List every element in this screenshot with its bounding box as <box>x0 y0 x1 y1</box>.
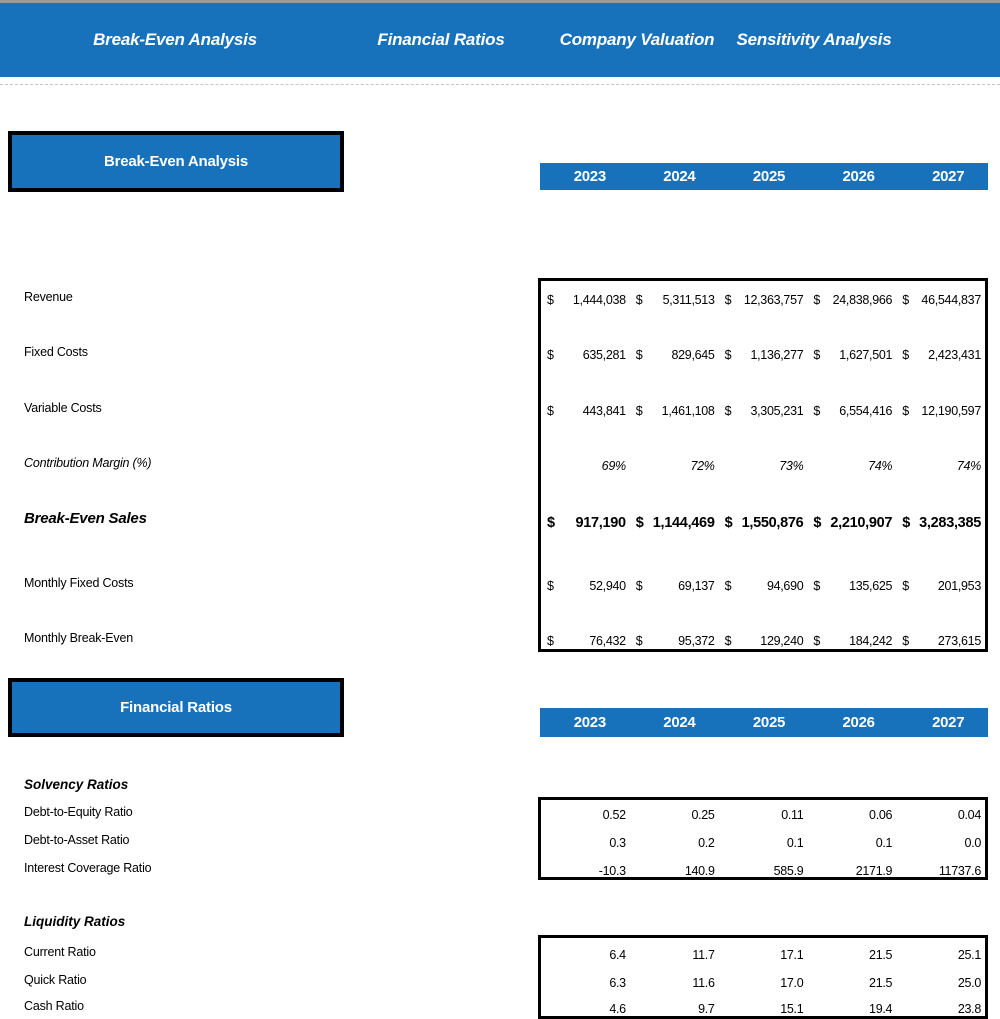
cell-value: 0.06 <box>869 808 893 822</box>
row-label-monthly-fixed-costs[interactable]: Monthly Fixed Costs <box>24 576 134 590</box>
cell-value: 23.8 <box>957 1002 981 1016</box>
year-header-row <box>540 708 988 737</box>
cell-value: 140.9 <box>684 864 715 878</box>
cell-value: 69,137 <box>678 579 715 593</box>
spreadsheet-cell[interactable] <box>630 456 719 476</box>
spreadsheet-cell[interactable] <box>807 861 896 881</box>
spreadsheet-cell[interactable] <box>630 290 719 310</box>
cell-value: 0.04 <box>957 808 981 822</box>
spreadsheet-cell[interactable] <box>896 576 985 596</box>
table-row-cash-ratio <box>541 999 985 1019</box>
nav-tab-sensitivity-analysis[interactable]: Sensitivity Analysis <box>736 30 892 49</box>
currency-symbol: $ <box>902 293 909 307</box>
cell-value: 11.7 <box>692 948 715 962</box>
nav-tab-financial-ratios[interactable]: Financial Ratios <box>377 30 505 49</box>
cell-value: 3,283,385 <box>919 515 981 531</box>
cell-value: 917,190 <box>575 515 626 531</box>
cell-value: 6,554,416 <box>839 404 893 418</box>
cell-value: 19.4 <box>869 1002 893 1016</box>
spreadsheet-cell[interactable] <box>541 631 630 651</box>
currency-symbol: $ <box>635 293 643 307</box>
currency-symbol: $ <box>813 634 821 648</box>
year-header-cell[interactable]: 2024 <box>663 168 696 185</box>
year-header-cell[interactable]: 2025 <box>752 714 786 731</box>
cell-value: 184,242 <box>849 634 893 648</box>
spreadsheet-cell[interactable] <box>630 999 719 1019</box>
cell-value: 6.4 <box>609 948 626 962</box>
cell-value: 0.1 <box>875 836 893 850</box>
spreadsheet-cell[interactable] <box>541 805 630 825</box>
currency-symbol: $ <box>547 579 554 593</box>
row-label-interest-coverage[interactable]: Interest Coverage Ratio <box>24 861 152 875</box>
cell-value: 46,544,837 <box>921 293 981 307</box>
spreadsheet-cell[interactable] <box>807 576 896 596</box>
year-header-cell[interactable]: 2026 <box>842 168 875 185</box>
cell-value: 0.3 <box>609 836 626 850</box>
spreadsheet-cell[interactable] <box>896 345 985 365</box>
year-header-cell[interactable]: 2024 <box>663 714 696 731</box>
spreadsheet-cell[interactable] <box>896 631 985 651</box>
spreadsheet-cell[interactable] <box>630 945 719 965</box>
currency-symbol: $ <box>635 404 643 418</box>
currency-symbol: $ <box>547 404 554 418</box>
cell-value: 585.9 <box>773 864 804 878</box>
spreadsheet-cell[interactable] <box>719 401 808 421</box>
table-row-debt-to-equity <box>541 805 985 825</box>
currency-symbol: $ <box>724 579 732 593</box>
cell-value: 1,550,876 <box>741 515 804 531</box>
nav-bar <box>0 3 1000 77</box>
section-button-financial-ratios[interactable]: Financial Ratios <box>8 678 344 737</box>
cell-value: 201,953 <box>937 579 981 593</box>
cell-value: 9.7 <box>698 1002 715 1016</box>
section-button-break-even-analysis[interactable]: Break-Even Analysis <box>8 131 344 192</box>
cell-value: 1,627,501 <box>839 348 893 362</box>
cell-value: 94,690 <box>766 579 804 593</box>
cell-value: 17.0 <box>780 976 804 990</box>
spreadsheet-cell[interactable] <box>719 805 808 825</box>
spreadsheet-cell[interactable] <box>896 861 985 881</box>
spreadsheet-cell[interactable] <box>719 290 808 310</box>
spreadsheet-cell[interactable] <box>807 945 896 965</box>
row-label-monthly-break-even[interactable]: Monthly Break-Even <box>24 631 133 645</box>
spreadsheet-cell[interactable] <box>807 345 896 365</box>
currency-symbol: $ <box>547 515 555 531</box>
cell-value: 2,210,907 <box>830 515 893 531</box>
group-heading-liquidity-ratios[interactable]: Liquidity Ratios <box>24 914 126 929</box>
spreadsheet-cell[interactable] <box>541 999 630 1019</box>
table-row-quick-ratio <box>541 973 985 993</box>
currency-symbol: $ <box>813 404 821 418</box>
spreadsheet-cell[interactable] <box>807 290 896 310</box>
row-label-debt-to-asset[interactable]: Debt-to-Asset Ratio <box>24 833 130 847</box>
cell-value: 1,461,108 <box>661 404 715 418</box>
spreadsheet-cell[interactable] <box>541 401 630 421</box>
cell-value: 5,311,513 <box>662 293 715 307</box>
currency-symbol: $ <box>813 579 821 593</box>
currency-symbol: $ <box>902 515 910 531</box>
spreadsheet-cell[interactable] <box>541 290 630 310</box>
currency-symbol: $ <box>902 348 909 362</box>
spreadsheet-cell[interactable] <box>541 576 630 596</box>
spreadsheet-cell[interactable] <box>896 456 985 476</box>
currency-symbol: $ <box>813 348 821 362</box>
cell-value: 74% <box>868 459 893 473</box>
liquidity-ratios-table <box>538 935 988 1019</box>
cell-value: 17.1 <box>780 948 804 962</box>
cell-value: 11.6 <box>692 976 715 990</box>
spreadsheet-cell[interactable] <box>896 999 985 1019</box>
nav-tab-break-even-analysis[interactable]: Break-Even Analysis <box>93 30 257 49</box>
spreadsheet-cell[interactable] <box>719 973 808 993</box>
row-label-contribution-margin[interactable]: Contribution Margin (%) <box>24 456 152 470</box>
cell-value: 76,432 <box>589 634 626 648</box>
spreadsheet-cell[interactable] <box>630 512 719 534</box>
spreadsheet-cell[interactable] <box>719 512 808 534</box>
cell-value: 6.3 <box>609 976 626 990</box>
currency-symbol: $ <box>547 293 554 307</box>
spreadsheet-cell[interactable] <box>719 999 808 1019</box>
year-header-row <box>540 163 988 190</box>
spreadsheet-cell[interactable] <box>896 290 985 310</box>
row-label-cash-ratio[interactable]: Cash Ratio <box>24 999 84 1013</box>
spreadsheet-cell[interactable] <box>807 833 896 853</box>
currency-symbol: $ <box>547 348 554 362</box>
spreadsheet-cell[interactable] <box>719 945 808 965</box>
currency-symbol: $ <box>547 634 554 648</box>
table-row-variable-costs <box>541 401 985 421</box>
currency-symbol: $ <box>724 348 732 362</box>
spreadsheet-cell[interactable] <box>630 833 719 853</box>
spreadsheet-cell[interactable] <box>719 345 808 365</box>
cell-value: 24,838,966 <box>832 293 893 307</box>
cell-value: 635,281 <box>582 348 626 362</box>
year-header-cell[interactable]: 2026 <box>842 714 875 731</box>
table-row-contribution-margin <box>541 456 985 476</box>
currency-symbol: $ <box>724 634 732 648</box>
row-label-break-even-sales[interactable]: Break-Even Sales <box>24 510 147 527</box>
cell-value: 21.5 <box>869 976 893 990</box>
spreadsheet-cell[interactable] <box>719 861 808 881</box>
currency-symbol: $ <box>635 348 643 362</box>
spreadsheet-cell[interactable] <box>630 576 719 596</box>
spreadsheet-cell[interactable] <box>896 833 985 853</box>
spreadsheet-cell[interactable] <box>630 631 719 651</box>
cell-value: 129,240 <box>760 634 804 648</box>
table-row-monthly-break-even <box>541 631 985 651</box>
spreadsheet-cell[interactable] <box>630 805 719 825</box>
spreadsheet-cell[interactable] <box>807 973 896 993</box>
spreadsheet-cell[interactable] <box>719 456 808 476</box>
table-row-monthly-fixed-costs <box>541 576 985 596</box>
table-row-break-even-sales <box>541 512 985 534</box>
spreadsheet-cell[interactable] <box>541 973 630 993</box>
spreadsheet-cell[interactable] <box>719 576 808 596</box>
spreadsheet-cell[interactable] <box>807 805 896 825</box>
cell-value: 72% <box>690 459 715 473</box>
cell-value: 25.0 <box>957 976 981 990</box>
spreadsheet-cell[interactable] <box>807 631 896 651</box>
spreadsheet-cell[interactable] <box>896 945 985 965</box>
currency-symbol: $ <box>724 293 732 307</box>
cell-value: 0.2 <box>698 836 715 850</box>
spreadsheet-cell[interactable] <box>807 512 896 534</box>
year-header-cell[interactable]: 2023 <box>573 168 606 185</box>
year-header-cell[interactable]: 2025 <box>752 168 786 185</box>
cell-value: 1,444,038 <box>572 293 626 307</box>
spreadsheet-cell[interactable] <box>541 456 630 476</box>
table-row-interest-coverage <box>541 861 985 881</box>
cell-value: 273,615 <box>937 634 981 648</box>
row-label-current-ratio[interactable]: Current Ratio <box>24 945 96 959</box>
spreadsheet-cell[interactable] <box>630 401 719 421</box>
currency-symbol: $ <box>635 634 643 648</box>
cell-value: 0.11 <box>781 808 804 822</box>
spreadsheet-cell[interactable] <box>807 401 896 421</box>
cell-value: -10.3 <box>598 864 626 878</box>
currency-symbol: $ <box>724 404 732 418</box>
cell-value: 21.5 <box>869 948 893 962</box>
spreadsheet-cell[interactable] <box>807 999 896 1019</box>
spreadsheet-cell[interactable] <box>807 456 896 476</box>
spreadsheet-cell[interactable] <box>541 833 630 853</box>
nav-tab-company-valuation[interactable]: Company Valuation <box>559 30 715 49</box>
cell-value: 0.1 <box>786 836 804 850</box>
spreadsheet-cell[interactable] <box>719 833 808 853</box>
cell-value: 15.1 <box>780 1002 804 1016</box>
spreadsheet-cell[interactable] <box>541 945 630 965</box>
currency-symbol: $ <box>724 515 733 531</box>
table-row-debt-to-asset <box>541 833 985 853</box>
currency-symbol: $ <box>902 579 909 593</box>
break-even-table <box>538 278 988 652</box>
row-label-quick-ratio[interactable]: Quick Ratio <box>24 973 87 987</box>
year-header-cell[interactable]: 2023 <box>573 714 606 731</box>
group-heading-solvency-ratios[interactable]: Solvency Ratios <box>24 777 129 792</box>
year-header-cell[interactable]: 2027 <box>932 714 965 731</box>
cell-value: 95,372 <box>678 634 715 648</box>
cell-value: 0.52 <box>602 808 626 822</box>
spreadsheet-cell[interactable] <box>541 512 630 534</box>
spreadsheet-cell[interactable] <box>896 973 985 993</box>
cell-value: 12,190,597 <box>921 404 981 418</box>
solvency-ratios-table <box>538 797 988 880</box>
row-label-fixed-costs[interactable]: Fixed Costs <box>24 345 88 359</box>
cell-value: 1,136,277 <box>750 348 804 362</box>
spreadsheet-cell[interactable] <box>896 805 985 825</box>
spreadsheet-cell[interactable] <box>630 973 719 993</box>
cell-value: 74% <box>956 459 981 473</box>
spreadsheet-cell[interactable] <box>541 861 630 881</box>
row-label-revenue[interactable]: Revenue <box>24 290 73 304</box>
page-break-line <box>0 84 1000 85</box>
spreadsheet-cell[interactable] <box>541 345 630 365</box>
cell-value: 69% <box>601 459 626 473</box>
spreadsheet-cell[interactable] <box>896 512 985 534</box>
cell-value: 52,940 <box>589 579 626 593</box>
currency-symbol: $ <box>813 293 821 307</box>
cell-value: 829,645 <box>671 348 715 362</box>
spreadsheet-cell[interactable] <box>630 861 719 881</box>
cell-value: 443,841 <box>582 404 626 418</box>
currency-symbol: $ <box>635 579 643 593</box>
currency-symbol: $ <box>902 634 909 648</box>
cell-value: 25.1 <box>957 948 981 962</box>
spreadsheet-cell[interactable] <box>630 345 719 365</box>
currency-symbol: $ <box>813 515 822 531</box>
spreadsheet-cell[interactable] <box>719 631 808 651</box>
cell-value: 2171.9 <box>855 864 893 878</box>
year-header-cell[interactable]: 2027 <box>932 168 965 185</box>
row-label-variable-costs[interactable]: Variable Costs <box>24 401 102 415</box>
cell-value: 1,144,469 <box>652 515 715 531</box>
row-label-debt-to-equity[interactable]: Debt-to-Equity Ratio <box>24 805 133 819</box>
cell-value: 73% <box>779 459 804 473</box>
currency-symbol: $ <box>902 404 909 418</box>
cell-value: 4.6 <box>609 1002 626 1016</box>
cell-value: 12,363,757 <box>743 293 804 307</box>
table-row-current-ratio <box>541 945 985 965</box>
table-row-fixed-costs <box>541 345 985 365</box>
cell-value: 2,423,431 <box>928 348 981 362</box>
cell-value: 0.25 <box>691 808 715 822</box>
cell-value: 11737.6 <box>938 864 981 878</box>
cell-value: 3,305,231 <box>750 404 804 418</box>
spreadsheet-cell[interactable] <box>896 401 985 421</box>
table-row-revenue <box>541 290 985 310</box>
cell-value: 135,625 <box>849 579 893 593</box>
currency-symbol: $ <box>635 515 644 531</box>
cell-value: 0.0 <box>964 836 981 850</box>
